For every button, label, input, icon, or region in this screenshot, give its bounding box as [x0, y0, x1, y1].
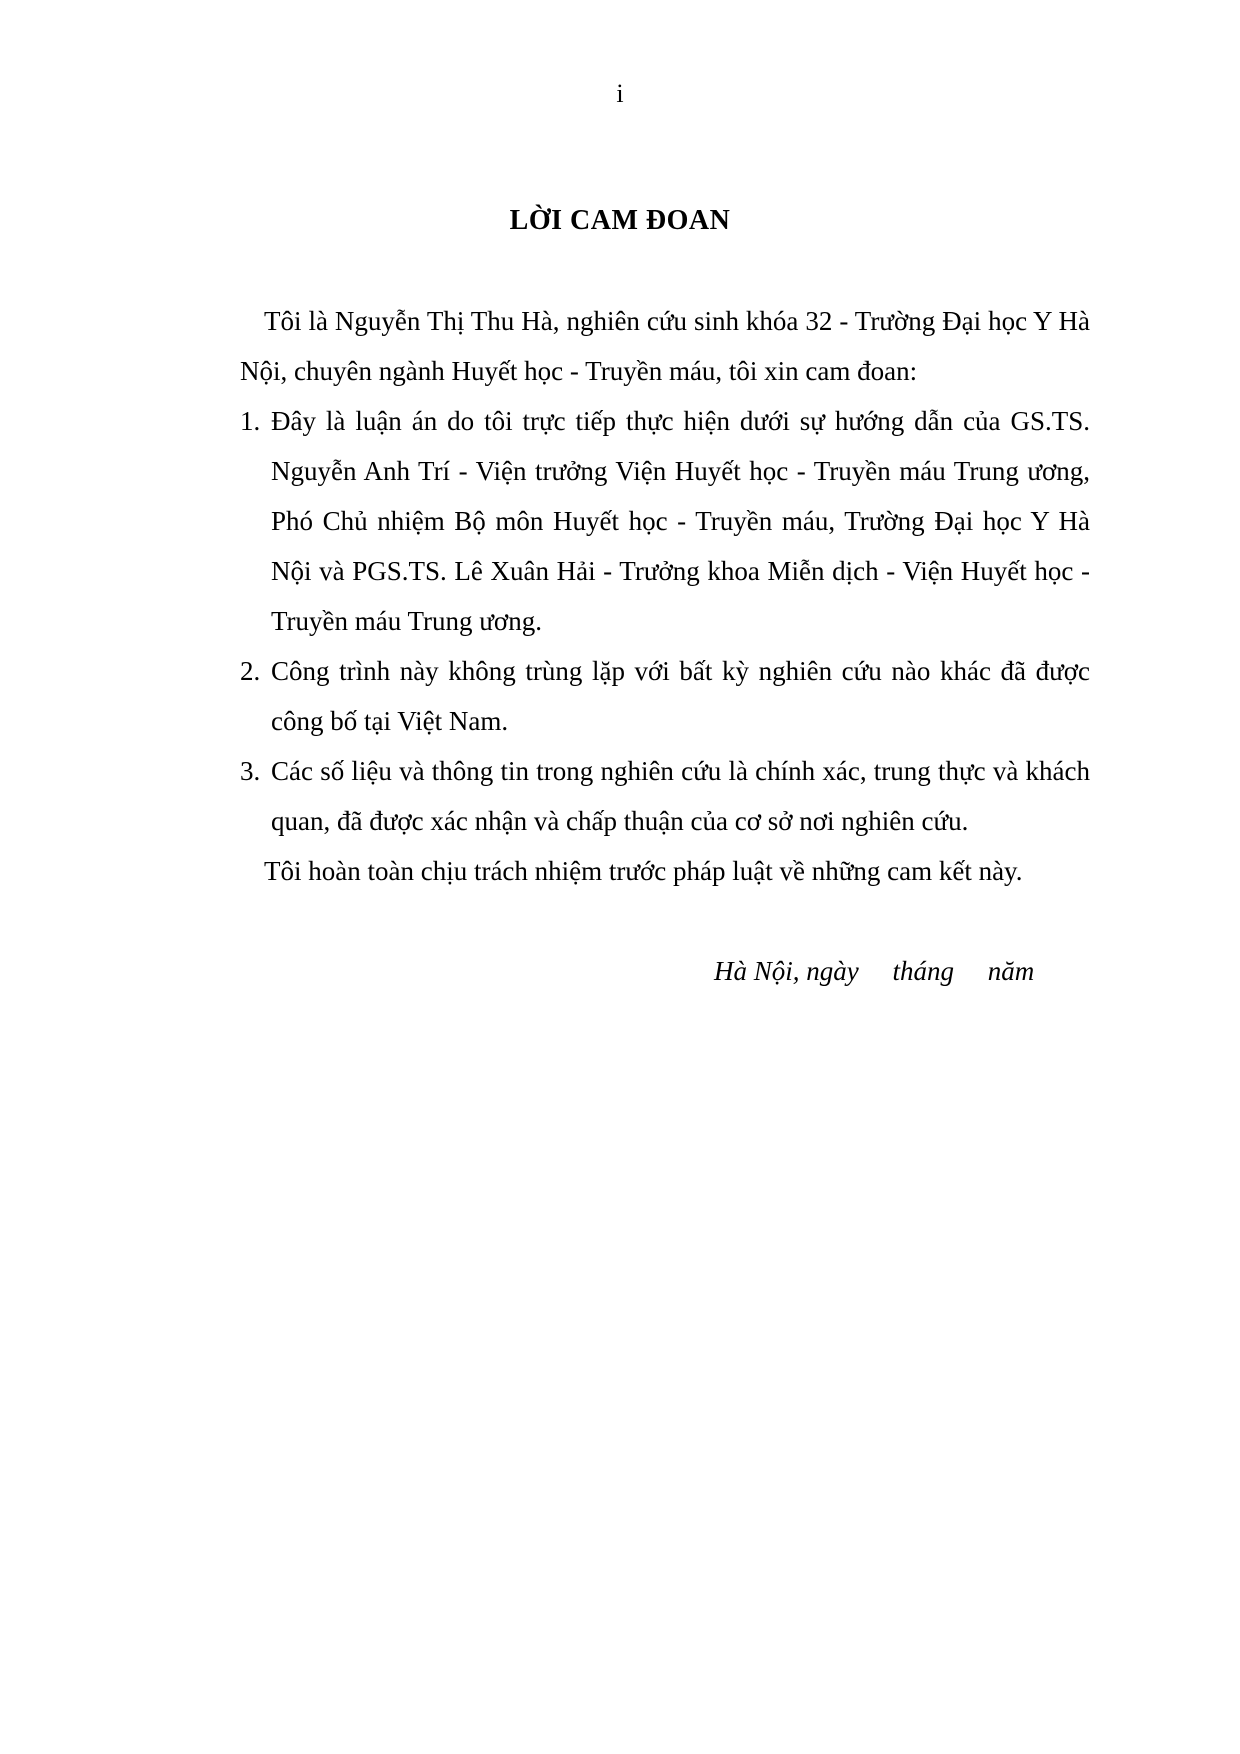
item-text: Công trình này không trùng lặp với bất kỳ nghiên cứu nào khác đã được công bố tại Việt Nam.: [271, 656, 1090, 736]
item-number: 1.: [240, 406, 261, 436]
item-text: Các số liệu và thông tin trong nghiên cứu là chính xác, trung thực và khách quan, đã được xác nhận và chấp thuận của cơ sở nơi nghiên cứu.: [271, 756, 1090, 836]
page-title: LỜI CAM ĐOAN: [509, 205, 731, 236]
declaration-item-1: [240, 396, 1090, 646]
closing-statement: Tôi hoàn toàn chịu trách nhiệm trước pháp luật về những cam kết này.: [264, 856, 1023, 886]
declaration-item-2: [240, 646, 1090, 746]
item-number: 3.: [240, 756, 261, 786]
signature-date-line: Hà Nội, ngày tháng năm: [714, 956, 1035, 986]
item-number: 2.: [240, 656, 261, 686]
item-text: Đây là luận án do tôi trực tiếp thực hiện dưới sự hướng dẫn của GS.TS. Nguyễn Anh Trí - Viện trưởng Viện Huyết học - Truyền máu Trung ương, Phó Chủ nhiệm Bộ môn Huyết học - Truyền máu, Trường Đại học Y Hà Nội và PGS.TS. Lê Xuân Hải - Trưởng khoa Miễn dịch - Viện Huyết học - Truyền máu Trung ương.: [271, 406, 1090, 636]
page-number: i: [616, 79, 624, 108]
intro-paragraph: Tôi là Nguyễn Thị Thu Hà, nghiên cứu sinh khóa 32 - Trường Đại học Y Hà Nội, chuyên ngành Huyết học - Truyền máu, tôi xin cam đoan:: [240, 306, 1090, 386]
declaration-body: [240, 296, 1090, 896]
declaration-item-3: [240, 746, 1090, 846]
